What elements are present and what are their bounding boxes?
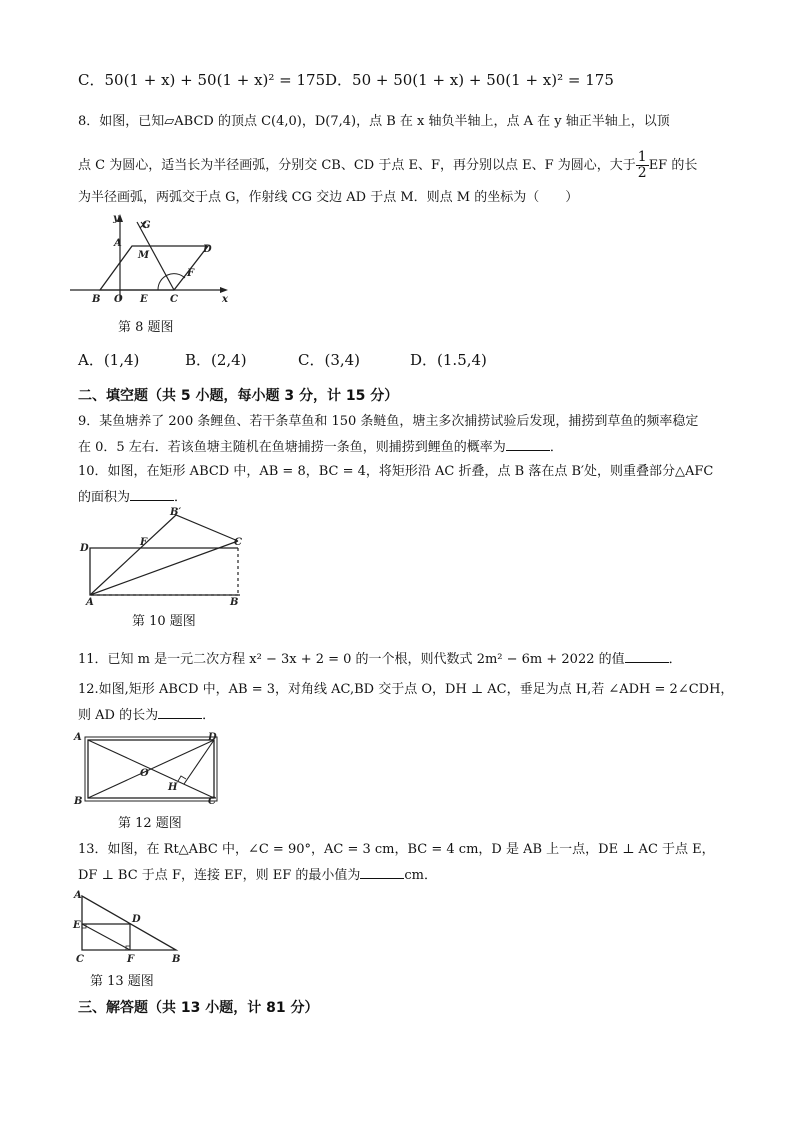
label-f: F <box>187 268 195 279</box>
q8-figure <box>70 210 240 305</box>
label-d: D <box>203 244 212 255</box>
label-o: O <box>114 294 123 305</box>
label-h: H <box>168 782 178 793</box>
q7-option-d: D．50 + 50(1 + x) + 50(1 + x)² = 175 <box>325 71 614 89</box>
q12-text-line2-body: 则 AD 的长为 <box>78 708 159 723</box>
label-c: C <box>234 537 242 548</box>
section-3-title: 三、解答题（共 13 小题，计 81 分） <box>78 1000 319 1016</box>
q9-text-end: ． <box>549 440 563 455</box>
q8-text-line3: 为半径画弧，两弧交于点 G，作射线 CG 交边 AD 于点 M．则点 M 的坐标为（ ） <box>78 190 579 205</box>
label-a: A <box>74 890 82 901</box>
q13-caption: 第 13 题图 <box>90 974 154 989</box>
label-o: O <box>140 768 149 779</box>
label-y: y <box>113 213 119 224</box>
q9-text-line1: 9．某鱼塘养了 200 条鲤鱼、若干条草鱼和 150 条鲢鱼，塘主多次捕捞试验后发现，捕捞到草鱼的频率稳定 <box>78 414 699 429</box>
q10-text-end: ． <box>174 490 188 505</box>
answer-blank <box>506 436 550 451</box>
answer-blank <box>158 704 202 719</box>
q10-text-line1: 10．如图，在矩形 ABCD 中，AB = 8，BC = 4，将矩形沿 AC 折叠，点 B 落在点 B′处，则重叠部分△AFC <box>78 464 714 479</box>
q9-text-line2 <box>78 436 563 458</box>
q8-caption: 第 8 题图 <box>118 320 174 335</box>
q13-figure <box>72 890 192 968</box>
label-e: E <box>140 294 148 305</box>
label-c: C <box>208 796 216 807</box>
label-a: A <box>86 597 94 608</box>
q13-text-line2 <box>78 864 437 886</box>
label-b: B <box>172 954 181 965</box>
q11-text <box>78 648 682 670</box>
q8-text-line1: 8．如图，已知▱ABCD 的顶点 C(4,0)，D(7,4)，点 B 在 x 轴负半轴上，点 A 在 y 轴正半轴上，以顶 <box>78 114 670 129</box>
q13-text-line1: 13．如图，在 Rt△ABC 中，∠C = 90°，AC = 3 cm，BC = 4 cm，D 是 AB 上一点，DE ⊥ AC 于点 E， <box>78 842 715 857</box>
q12-text-line1: 12.如图,矩形 ABCD 中，AB = 3，对角线 AC,BD 交于点 O，DH ⊥ AC，垂足为点 H,若 ∠ADH = 2∠CDH， <box>78 682 734 697</box>
diagonal-ac <box>90 541 238 595</box>
segment-ef <box>82 924 130 950</box>
label-g: G <box>142 220 151 231</box>
label-e: E <box>73 920 81 931</box>
q10-text-line2-body: 的面积为 <box>78 490 131 505</box>
q8-text-line2a: 点 C 为圆心，适当长为半径画弧，分别交 CB、CD 于点 E、F，再分别以点 E、F 为圆心，大于 <box>78 158 636 173</box>
fraction-numerator: 1 <box>637 149 647 165</box>
label-d: D <box>132 914 141 925</box>
label-b: B <box>230 597 239 608</box>
label-c: C <box>170 294 178 305</box>
q13-text-end: cm． <box>404 868 437 883</box>
q8-option-b: B．(2,4) <box>185 351 247 369</box>
q10-caption: 第 10 题图 <box>132 614 196 629</box>
q12-figure <box>74 732 224 807</box>
triangle-abc <box>82 896 176 950</box>
label-a: A <box>74 732 82 743</box>
rectangle-abcd <box>90 548 240 595</box>
q12-caption: 第 12 题图 <box>118 816 182 831</box>
q11-text-end: ． <box>668 652 682 667</box>
q10-figure <box>80 505 250 608</box>
label-x: x <box>222 294 228 305</box>
folded-triangle <box>90 515 238 595</box>
q7-option-c: C．50(1 + x) + 50(1 + x)² = 175 <box>78 71 326 89</box>
label-f: F <box>127 954 135 965</box>
q8-option-d: D．(1.5,4) <box>410 351 487 369</box>
right-angle-mark-h <box>178 776 186 781</box>
q8-option-a: A．(1,4) <box>78 351 140 369</box>
fraction-one-half <box>636 150 649 181</box>
label-f: F <box>140 537 148 548</box>
q9-text-line2-body: 在 0．5 左右．若该鱼塘主随机在鱼塘捕捞一条鱼，则捕捞到鲤鱼的概率为 <box>78 440 506 455</box>
x-axis-arrow-icon <box>220 287 228 293</box>
q8-option-c: C．(3,4) <box>298 351 361 369</box>
answer-blank <box>360 864 404 879</box>
label-b-prime: B′ <box>170 507 182 518</box>
answer-blank <box>625 648 669 663</box>
label-d: D <box>208 732 217 743</box>
q8-text-line2b: EF 的长 <box>648 158 698 173</box>
label-a: A <box>114 238 122 249</box>
answer-blank <box>130 486 174 501</box>
q13-text-line2-body: DF ⊥ BC 于点 F，连接 EF，则 EF 的最小值为 <box>78 868 361 883</box>
label-b: B <box>74 796 83 807</box>
label-d: D <box>80 543 89 554</box>
q11-text-body: 11．已知 m 是一元二次方程 x² − 3x + 2 = 0 的一个根，则代数式 2m² − 6m + 2022 的值 <box>78 652 625 667</box>
fraction-denominator: 2 <box>637 165 647 181</box>
label-b: B <box>92 294 101 305</box>
q12-text-end: ． <box>202 708 216 723</box>
section-2-title: 二、填空题（共 5 小题，每小题 3 分，计 15 分） <box>78 388 399 404</box>
label-c: C <box>76 954 84 965</box>
q12-text-line2 <box>78 704 215 726</box>
label-m: M <box>138 250 150 261</box>
q8-text-line2 <box>78 150 697 181</box>
